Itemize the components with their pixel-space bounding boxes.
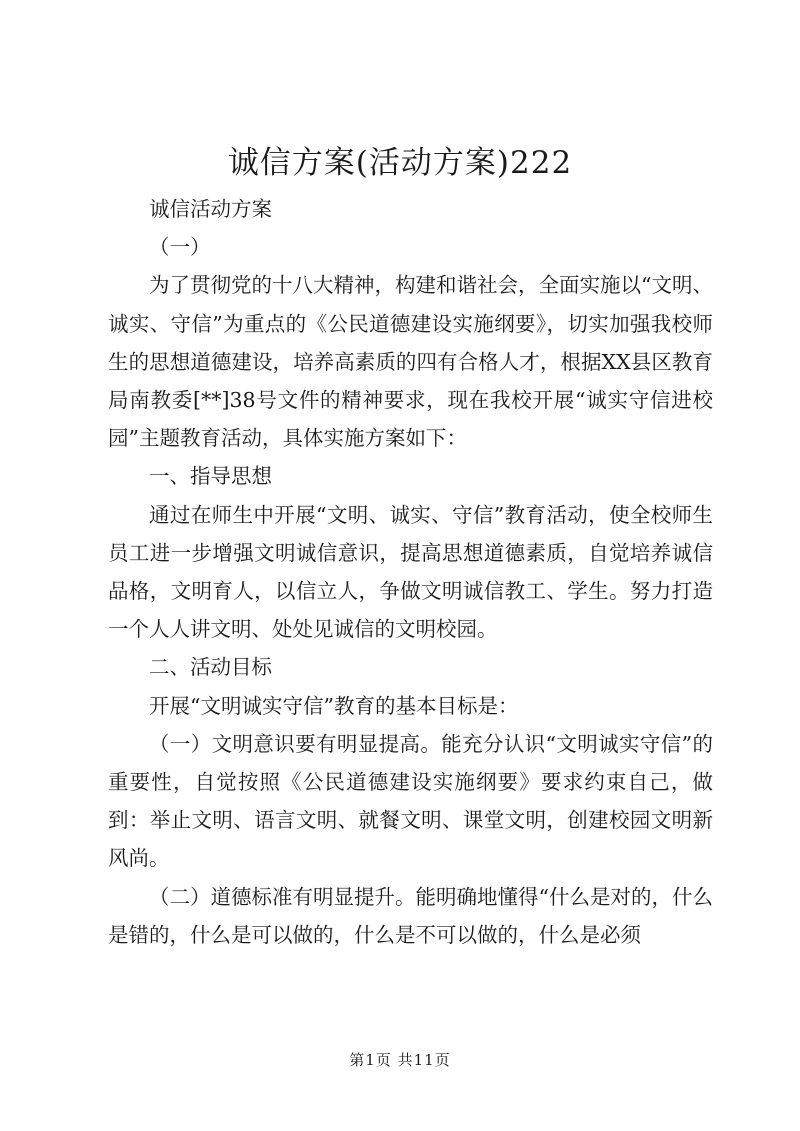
paragraph-goal-2: （二）道德标准有明显提升。能明确地懂得“什么是对的，什么是错的，什么是可以做的，什么是不可以做的，什么是必须 [108,884,713,947]
paragraph-subtitle: 诚信活动方案 [149,197,272,221]
page-footer: 第1页 共11页 [349,1051,451,1069]
paragraph-goals-intro: 开展“文明诚实守信”教育的基本目标是： [149,693,519,718]
paragraph-guiding-thought: 通过在师生中开展“文明、诚实、守信”教育活动，使全校师生员工进一步增强文明诚信意识，提高思想道德素质，自觉培养诚信品格，文明育人，以信立人，争做文明诚信教工、学生。努力打造一个人人讲文明、处处见诚信的文明校园。 [108,502,713,642]
paragraph-intro: 为了贯彻党的十八大精神，构建和谐社会，全面实施以“文明、诚实、守信”为重点的《公民道德建设实施纲要》，切实加强我校师生的思想道德建设，培养高素质的四有合格人才，根据XX县区教育局南教委[**]38号文件的精神要求，现在我校开展“诚实守信进校园”主题教育活动，具体实施方案如下： [108,273,713,451]
paragraph-goal-1: （一）文明意识要有明显提高。能充分认识“文明诚实守信”的重要性，自觉按照《公民道德建设实施纲要》要求约束自己，做到：举止文明、语言文明、就餐文明、课堂文明，创建校园文明新风尚。 [108,731,713,871]
paragraph-section-number: （一） [149,235,211,260]
document-title: 诚信方案(活动方案)222 [227,145,573,181]
heading-guiding-thought: 一、指导思想 [149,464,272,489]
document-body [108,190,713,954]
heading-activity-goals: 二、活动目标 [149,655,272,680]
